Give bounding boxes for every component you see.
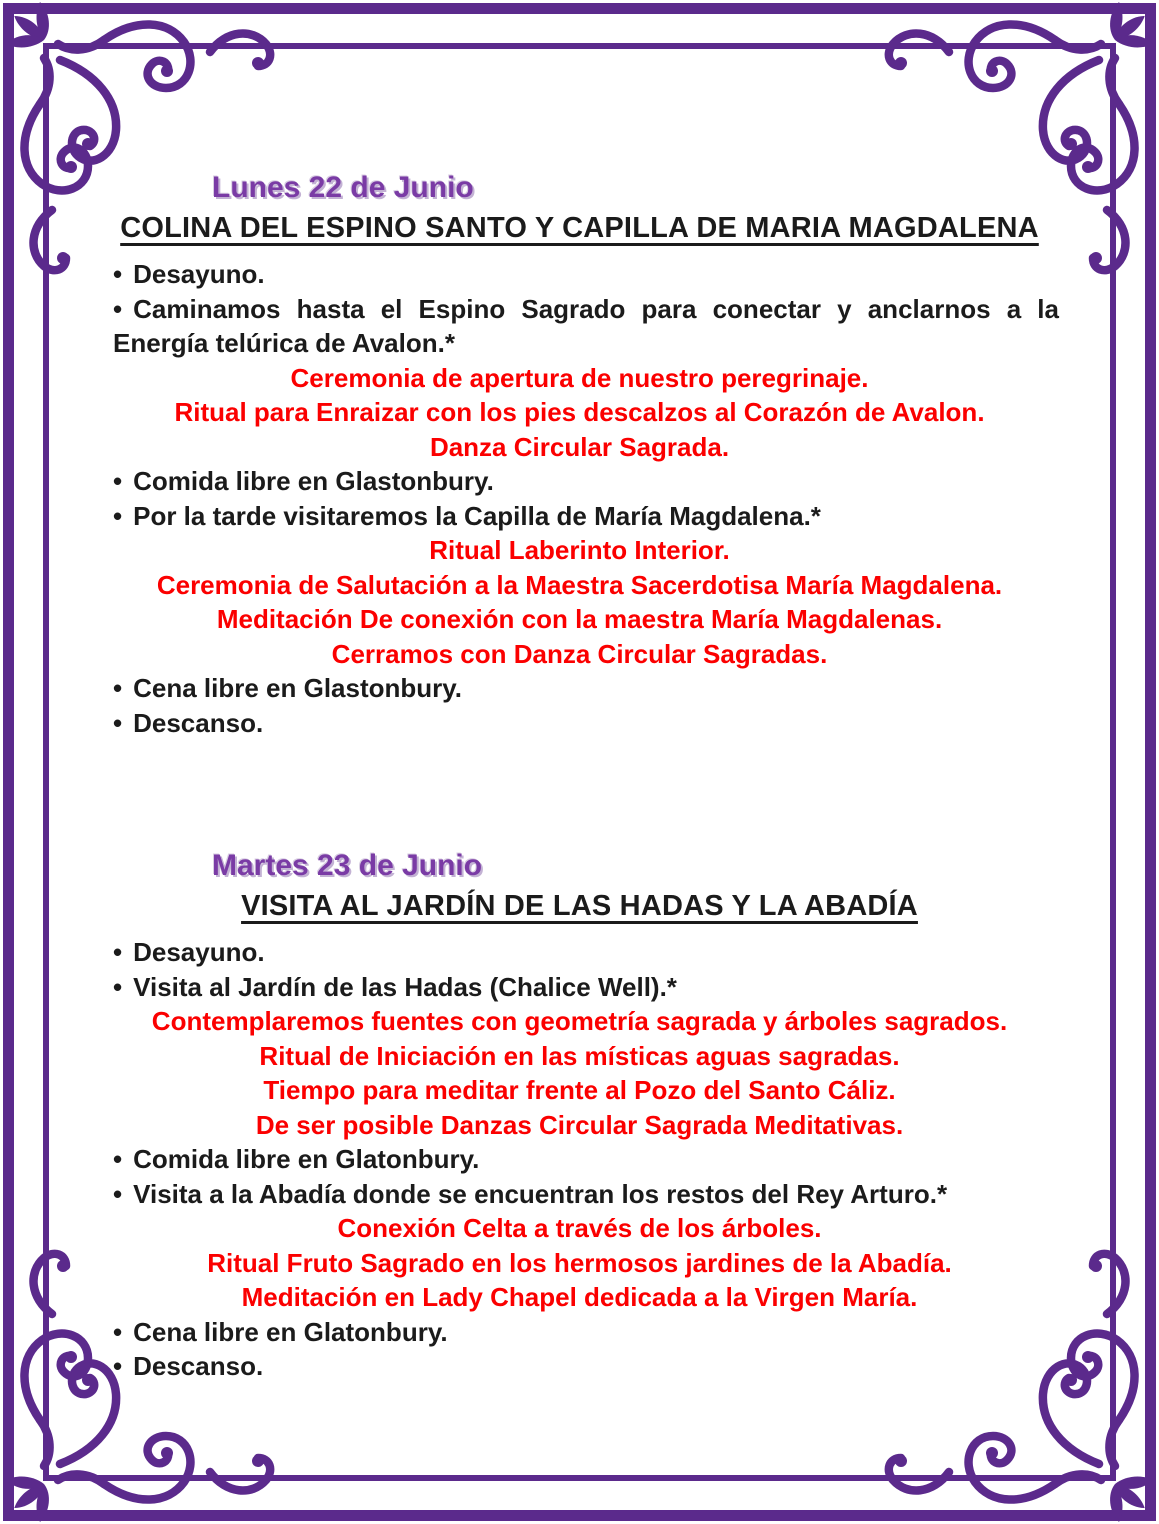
list-item-text: Por la tarde visitaremos la Capilla de María Magdalena.*	[133, 500, 821, 531]
section-title: COLINA DEL ESPINO SANTO Y CAPILLA DE MARIA MAGDALENA	[120, 212, 1039, 244]
day-section-lunes-22	[100, 168, 1059, 740]
ritual-note: Ritual para Enraizar con los pies descalzos al Corazón de Avalon.	[174, 397, 985, 427]
ritual-note: Ritual de Iniciación en las místicas aguas sagradas.	[259, 1040, 900, 1071]
bullet-marker: •	[113, 259, 123, 289]
list-item	[100, 292, 1059, 361]
list-item	[100, 499, 1059, 534]
ritual-note: Cerramos con Danza Circular Sagradas.	[331, 638, 828, 669]
ritual-note: Contemplaremos fuentes con geometría sagrada y árboles sagrados.	[151, 1006, 1008, 1036]
list-item	[100, 1142, 1059, 1177]
bullet-marker: •	[113, 293, 123, 324]
bullet-marker: •	[113, 937, 123, 967]
list-item	[100, 706, 1059, 741]
bullet-marker: •	[113, 707, 123, 738]
bullet-marker: •	[113, 1316, 123, 1347]
list-item	[100, 970, 1059, 1005]
ritual-note: Meditación De conexión con la maestra María Magdalenas.	[216, 604, 943, 634]
bullet-marker: •	[113, 1351, 123, 1381]
list-item	[100, 1177, 1059, 1212]
ritual-note: Meditación en Lady Chapel dedicada a la Virgen María.	[241, 1282, 918, 1312]
day-heading: Martes 23 de Junio	[212, 849, 483, 882]
ritual-note: Ritual Fruto Sagrado en los hermosos jardines de la Abadía.	[207, 1247, 952, 1278]
list-item	[100, 257, 1059, 292]
ritual-note: Conexión Celta a través de los árboles.	[337, 1213, 822, 1243]
list-item-text: Caminamos hasta el Espino Sagrado para conectar y anclarnos a la Energía telúrica de Avalon.*	[113, 293, 1059, 358]
ritual-note: De ser posible Danzas Circular Sagrada Meditativas.	[255, 1109, 904, 1140]
ritual-note: Ceremonia de Salutación a la Maestra Sacerdotisa María Magdalena.	[156, 569, 1003, 600]
list-item-text: Desayuno.	[133, 259, 265, 289]
list-item-text: Cena libre en Glatonbury.	[133, 1316, 448, 1347]
list-item-text: Descanso.	[133, 707, 264, 738]
day-section-martes-23	[100, 846, 1059, 1384]
list-item	[100, 935, 1059, 970]
list-item-text: Comida libre en Glastonbury.	[133, 466, 494, 496]
bullet-marker: •	[113, 500, 123, 531]
list-item-text: Descanso.	[133, 1351, 264, 1381]
list-item	[100, 464, 1059, 499]
list-item-text: Cena libre en Glastonbury.	[133, 673, 463, 703]
ritual-note: Danza Circular Sagrada.	[429, 431, 730, 462]
day-heading: Lunes 22 de Junio	[212, 171, 474, 204]
list-item-text: Visita al Jardín de las Hadas (Chalice Well).*	[133, 971, 677, 1002]
bullet-marker: •	[113, 1144, 123, 1174]
bullet-marker: •	[113, 1178, 123, 1209]
list-item	[100, 1349, 1059, 1384]
section-title: VISITA AL JARDÍN DE LAS HADAS Y LA ABADÍA	[241, 890, 918, 922]
list-item	[100, 671, 1059, 706]
bullet-marker: •	[113, 466, 123, 496]
bullet-marker: •	[113, 673, 123, 703]
list-item	[100, 1315, 1059, 1350]
ritual-note: Ritual Laberinto Interior.	[429, 535, 730, 565]
list-item-text: Comida libre en Glatonbury.	[133, 1144, 480, 1174]
list-item-text: Desayuno.	[133, 937, 265, 967]
ritual-note: Ceremonia de apertura de nuestro peregrinaje.	[290, 362, 869, 393]
bullet-marker: •	[113, 971, 123, 1002]
list-item-text: Visita a la Abadía donde se encuentran los restos del Rey Arturo.*	[133, 1178, 948, 1209]
ritual-note: Tiempo para meditar frente al Pozo del Santo Cáliz.	[263, 1075, 896, 1105]
